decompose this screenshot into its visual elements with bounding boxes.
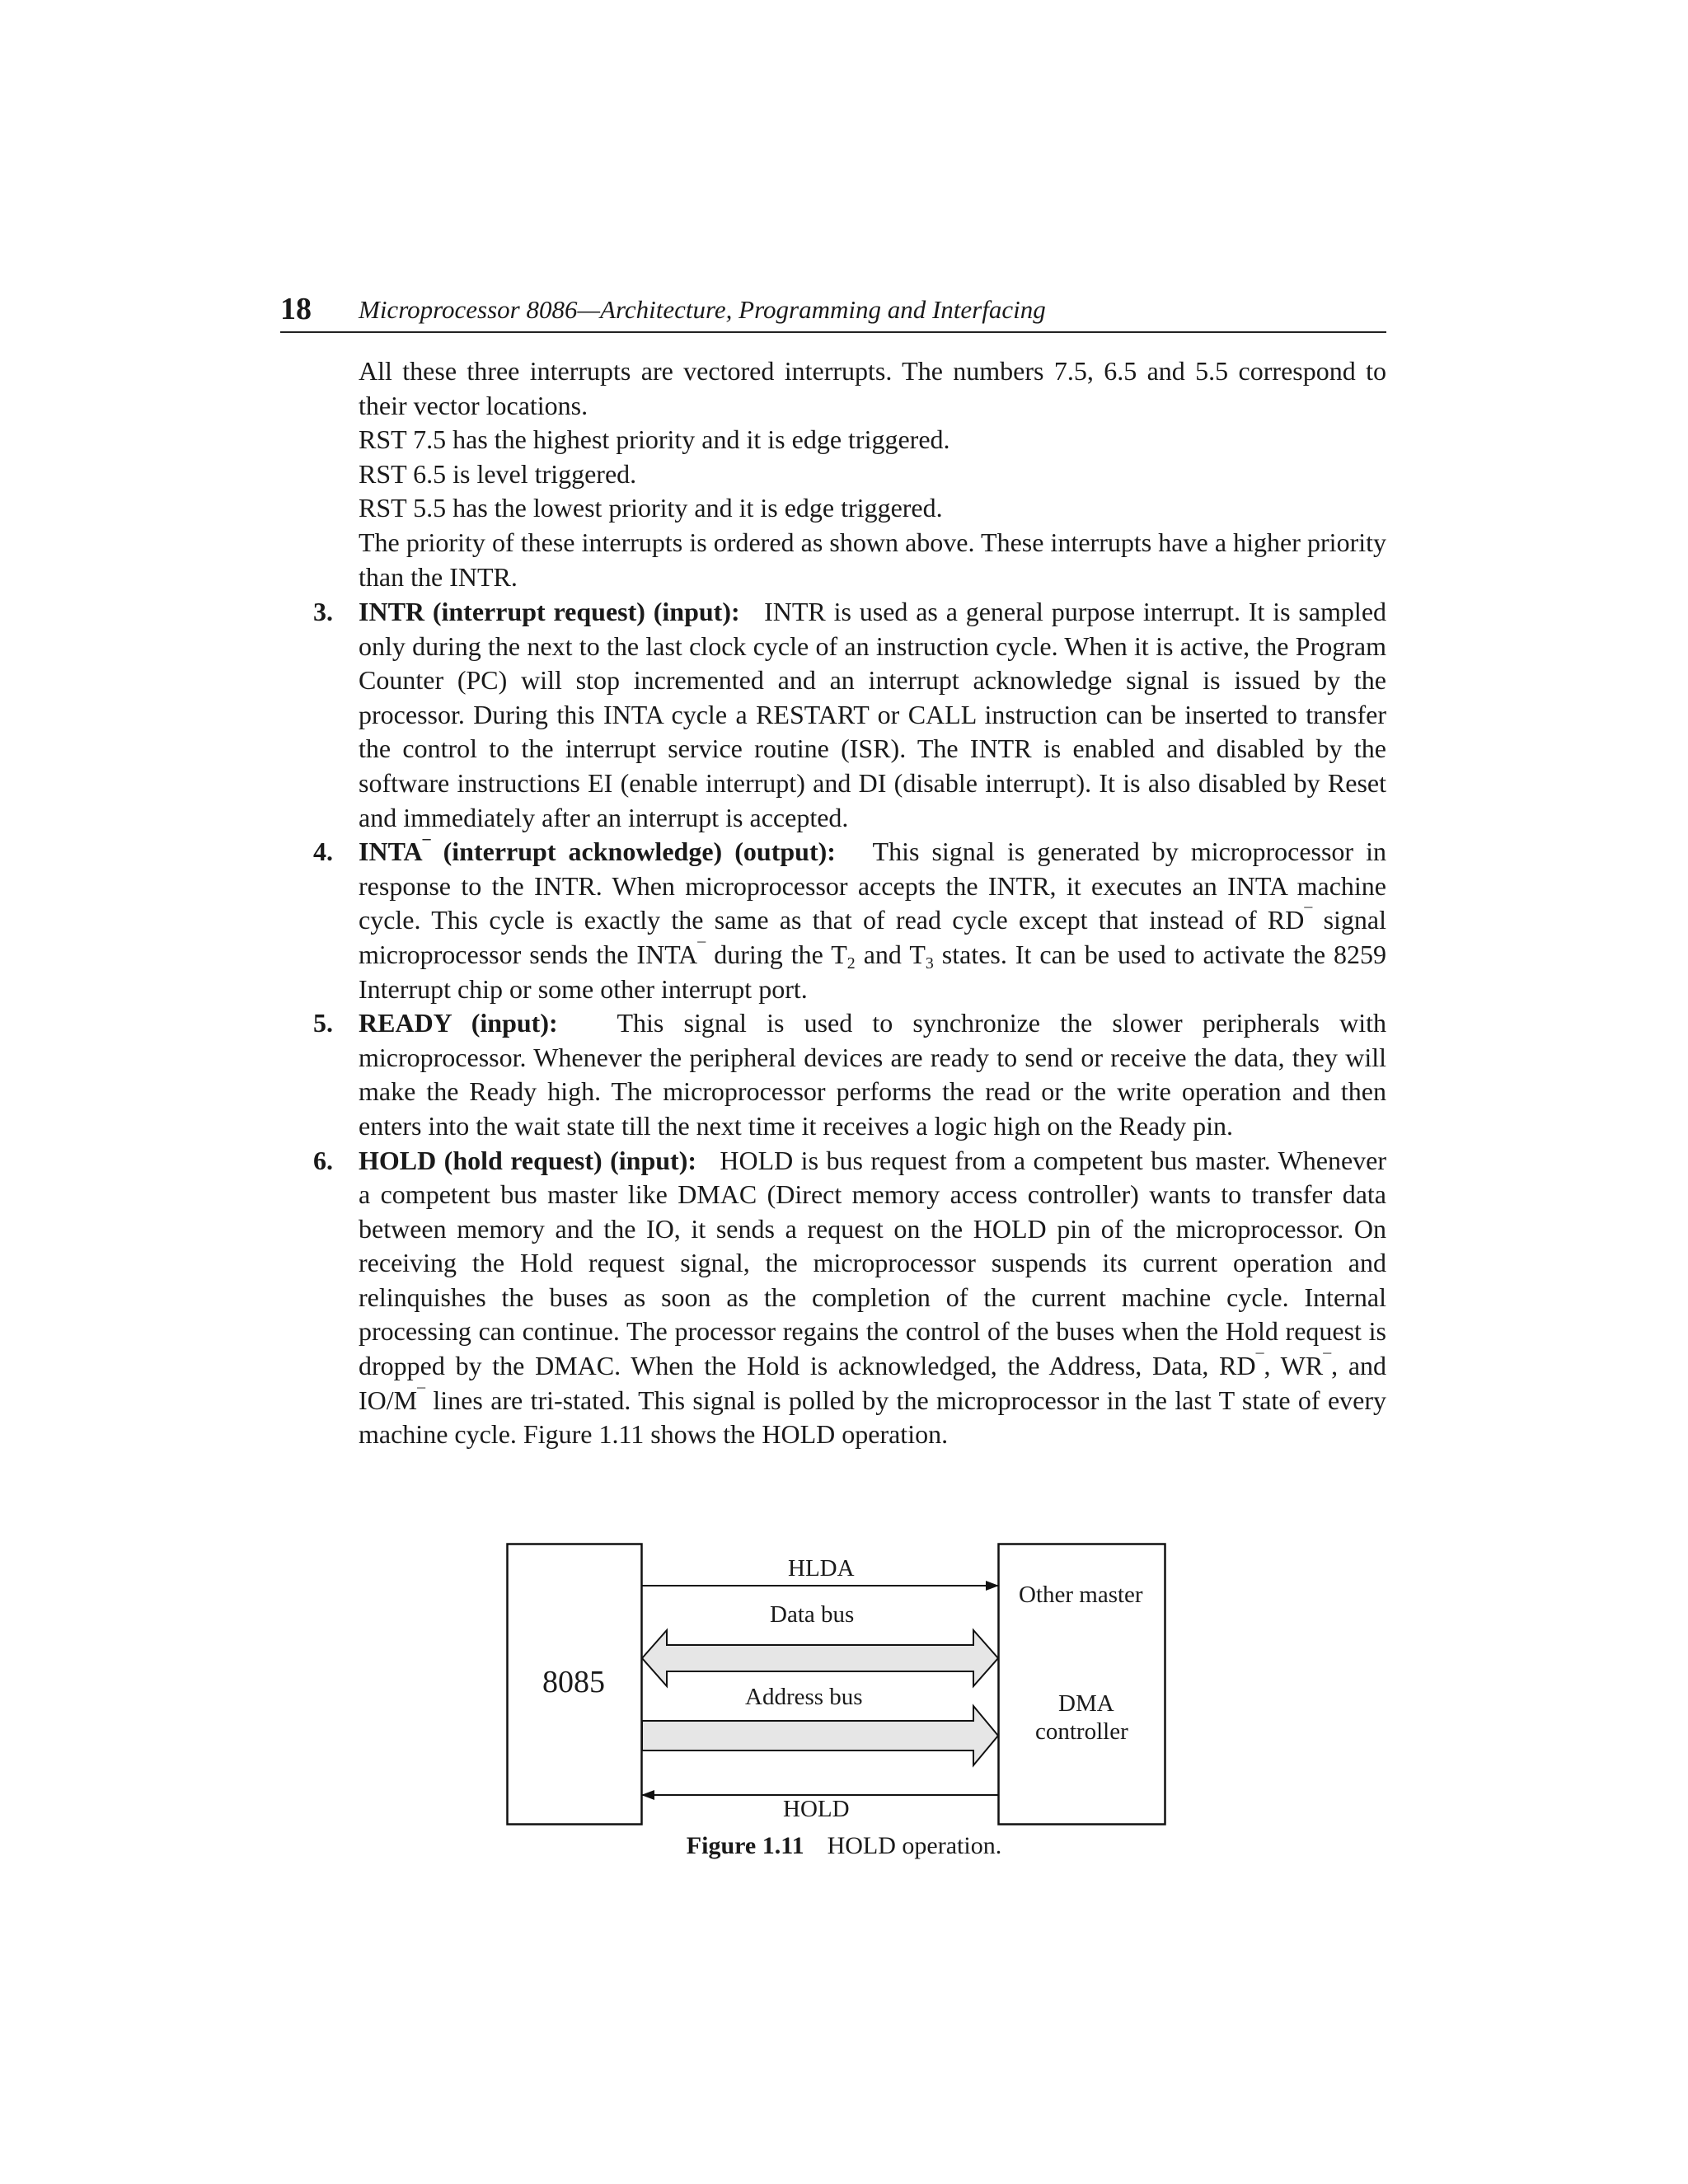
bar-mark: ¯ xyxy=(1255,1352,1264,1371)
page-number: 18 xyxy=(280,292,312,326)
item-number: 3. xyxy=(313,597,333,626)
item-term: HOLD (hold request) (input): xyxy=(359,1145,697,1175)
term-part: INTA xyxy=(359,837,423,867)
item-term: INTR (interrupt request) (input): xyxy=(359,597,740,626)
list-item-inta xyxy=(313,835,1386,1006)
item-text: signal microprocessor sends the INTA xyxy=(359,905,1387,969)
address-bus-arrow xyxy=(642,1706,998,1765)
item-number: 6. xyxy=(313,1145,333,1175)
item-text: lines are tri-stated. This signal is polled by the microprocessor in the last T state of every machine cycle. Figure 1.11 shows the HOLD operation. xyxy=(359,1385,1386,1450)
list-item-ready xyxy=(313,1006,1386,1143)
subscript: 3 xyxy=(925,954,934,972)
hold-operation-figure xyxy=(506,1543,1167,1827)
item-text: , WR xyxy=(1264,1351,1324,1381)
item-term xyxy=(359,837,836,866)
item-number: 4. xyxy=(313,837,333,867)
pin-description-list xyxy=(313,595,1386,1452)
paragraph: The priority of these interrupts is ordered as shown above. These interrupts have a higher priority than the INTR. xyxy=(359,527,1386,592)
paragraph: RST 7.5 has the highest priority and it is edge triggered. xyxy=(359,424,950,455)
term-part: (interrupt acknowledge) (output): xyxy=(430,837,836,867)
dma-label: DMA xyxy=(1058,1690,1114,1717)
item-text: INTR is used as a general purpose interrupt. It is sampled only during the next to the last clock cycle of an instruction cycle. When it is active, the Program Counter (PC) will stop incremented and an interrupt acknowledge signal is issued by the processor. During this INTA cycle a RESTART or CALL instruction can be inserted to transfer the control to the interrupt service routine (ISR). The INTR is enabled and disabled by the software instructions EI (enable interrupt) and DI (disable interrupt). It is also disabled by Reset and immediately after an interrupt is accepted. xyxy=(359,597,1387,832)
data-bus-label: Data bus xyxy=(770,1601,855,1628)
hold-label: HOLD xyxy=(783,1796,850,1822)
subscript: 2 xyxy=(846,954,856,972)
bar-mark: ¯ xyxy=(422,837,431,856)
list-item-intr xyxy=(313,595,1386,835)
intro-text xyxy=(359,354,1386,594)
item-text: states. It can be used to activate the 8259 Interrupt chip or some other interrupt port. xyxy=(359,939,1387,1004)
running-header xyxy=(280,290,1386,333)
dma-label-line2: controller xyxy=(1035,1718,1128,1745)
cpu-label: 8085 xyxy=(542,1665,605,1699)
paragraph: RST 5.5 has the lowest priority and it is edge triggered. xyxy=(359,493,943,523)
item-text: during the T xyxy=(706,939,847,969)
bar-mark: ¯ xyxy=(1304,906,1313,925)
other-master-label: Other master xyxy=(1019,1582,1143,1608)
running-title: Microprocessor 8086—Architecture, Programming and Interfacing xyxy=(359,295,1046,324)
address-bus-label: Address bus xyxy=(745,1684,863,1710)
item-text: This signal is used to synchronize the slower peripherals with microprocessor. Whenever the peripheral devices are ready to send or receive the data, they will make the Ready high. The microprocessor performs the read or the write operation and then enters into the wait state till the next time it receives a logic high on the Ready pin. xyxy=(359,1008,1387,1141)
paragraph: RST 6.5 is level triggered. xyxy=(359,458,637,489)
item-text: and T xyxy=(855,939,926,969)
list-item-hold xyxy=(313,1144,1386,1452)
caption-label: Figure 1.11 xyxy=(686,1832,804,1859)
figure-caption xyxy=(0,1832,1688,1860)
bar-mark: ¯ xyxy=(417,1385,426,1404)
item-term: READY (input): xyxy=(359,1008,558,1038)
caption-text: HOLD operation. xyxy=(827,1832,1002,1859)
paragraph: All these three interrupts are vectored interrupts. The numbers 7.5, 6.5 and 5.5 correspond to their vector locations. xyxy=(359,356,1386,420)
item-text: This signal is generated by microprocessor in response to the INTR. When microprocessor accepts the INTR, it executes an INTA machine cycle. This cycle is exactly the same as that of read cycle except that instead of RD xyxy=(359,837,1387,935)
item-text: , and IO/M xyxy=(359,1351,1387,1415)
bar-mark: ¯ xyxy=(1323,1352,1332,1371)
item-text: HOLD is bus request from a competent bus master. Whenever a competent bus master like DMAC (Direct memory access controller) wants to transfer data between memory and the IO, it sends a request on the HOLD pin of the microprocessor. On receiving the Hold request signal, the microprocessor suspends its current operation and relinquishes the buses as soon as the completion of the current machine cycle. Internal processing can continue. The processor regains the control of the buses when the Hold request is dropped by the DMAC. When the Hold is acknowledged, the Address, Data, RD xyxy=(359,1145,1387,1381)
bar-mark: ¯ xyxy=(697,940,706,959)
hlda-label: HLDA xyxy=(788,1555,855,1582)
item-number: 5. xyxy=(313,1008,333,1038)
data-bus-arrow xyxy=(642,1630,998,1686)
